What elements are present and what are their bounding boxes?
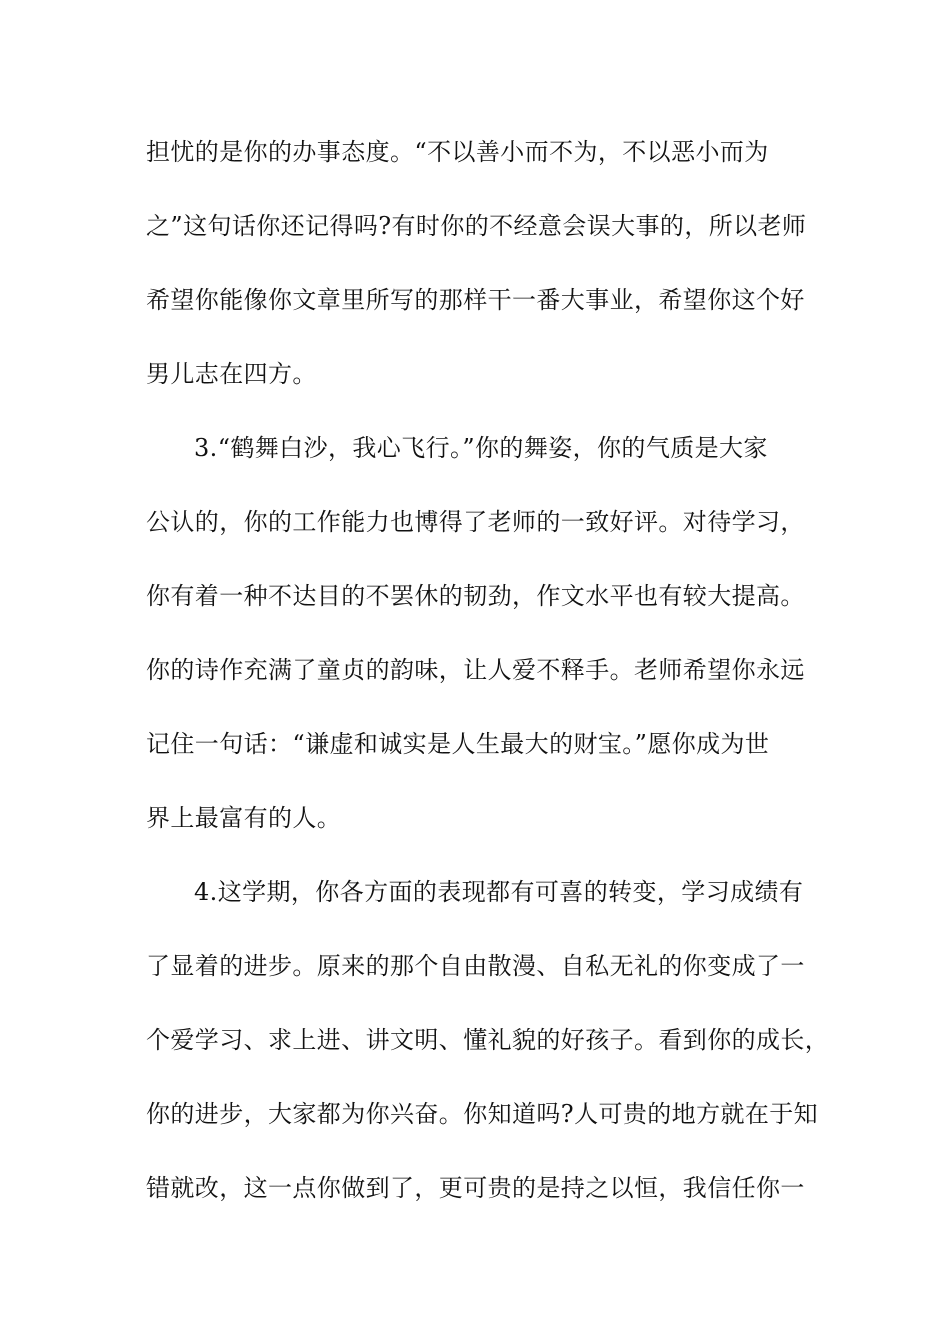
text-line: 公认的，你的工作能力也博得了老师的一致好评。对待学习， [146, 508, 805, 536]
text-line: 了显着的进步。原来的那个自由散漫、自私无礼的你变成了一 [146, 952, 805, 980]
document-body [146, 129, 830, 1239]
text-line: 男儿志在四方。 [146, 360, 317, 388]
text-line: 界上最富有的人。 [146, 804, 342, 832]
text-line: 担忧的是你的办事态度。“不以善小而不为，不以恶小而为 [146, 138, 769, 166]
text-line: 个爱学习、求上进、讲文明、懂礼貌的好孩子。看到你的成长， [146, 1026, 830, 1054]
text-line: 记住一句话：“谦虚和诚实是人生最大的财宝。”愿你成为世 [146, 730, 770, 758]
paragraph-4-start: 4.这学期，你各方面的表现都有可喜的转变，学习成绩有 [194, 878, 804, 906]
text-line: 你的进步，大家都为你兴奋。你知道吗?人可贵的地方就在于知 [146, 1100, 819, 1128]
text-line: 你的诗作充满了童贞的韵味，让人爱不释手。老师希望你永远 [146, 656, 805, 684]
paragraph-3-start: 3.“鹤舞白沙，我心飞行。”你的舞姿，你的气质是大家 [194, 434, 768, 462]
text-line: 之”这句话你还记得吗?有时你的不经意会误大事的，所以老师 [146, 212, 807, 240]
text-line: 你有着一种不达目的不罢休的韧劲，作文水平也有较大提高。 [146, 582, 805, 610]
text-line: 希望你能像你文章里所写的那样干一番大事业，希望你这个好 [146, 286, 805, 314]
text-line: 错就改，这一点你做到了，更可贵的是持之以恒，我信任你一 [146, 1174, 805, 1202]
